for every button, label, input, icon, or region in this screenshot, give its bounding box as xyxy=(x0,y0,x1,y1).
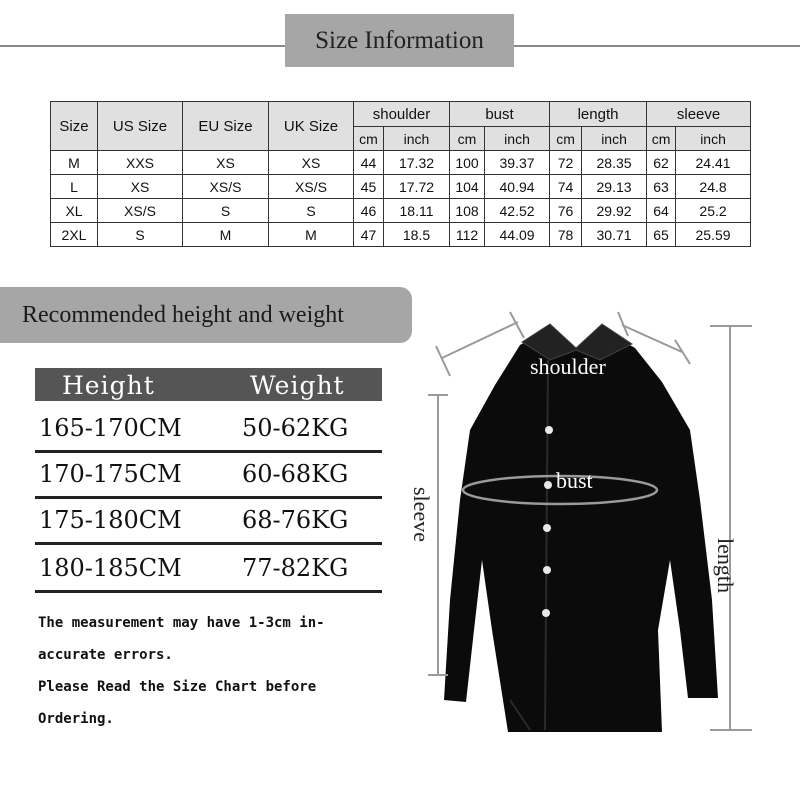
cell-bust-inch: 39.37 xyxy=(485,151,550,175)
cell-bust-cm: 100 xyxy=(450,151,485,175)
column-header-size: Size xyxy=(51,102,98,151)
cell-bust-inch: 44.09 xyxy=(485,223,550,247)
shirt-button xyxy=(542,609,550,617)
column-group-length: length xyxy=(550,102,647,127)
cell-length-cm: 76 xyxy=(550,199,582,223)
shirt-illustration xyxy=(444,328,718,732)
size-table-header-row xyxy=(51,102,751,127)
cell-sleeve-inch: 25.2 xyxy=(676,199,751,223)
cell-sleeve-inch: 25.59 xyxy=(676,223,751,247)
cell-shoulder-inch: 17.72 xyxy=(384,175,450,199)
cell-length-cm: 74 xyxy=(550,175,582,199)
weight-value: 50-62KG xyxy=(242,414,349,442)
height-weight-row xyxy=(35,498,382,545)
shirt-button xyxy=(543,566,551,574)
cell-length-inch: 29.13 xyxy=(582,175,647,199)
height-value: 175-180CM xyxy=(39,506,182,534)
length-label: length xyxy=(713,538,738,593)
height-value: 170-175CM xyxy=(39,460,182,488)
bust-label: bust xyxy=(556,468,593,493)
unit-cm: cm xyxy=(354,127,384,151)
cell-bust-cm: 112 xyxy=(450,223,485,247)
cell-length-cm: 72 xyxy=(550,151,582,175)
height-value: 180-185CM xyxy=(39,554,182,582)
cell-shoulder-cm: 47 xyxy=(354,223,384,247)
cell-shoulder-inch: 17.32 xyxy=(384,151,450,175)
cell-eu-size: XS xyxy=(183,151,269,175)
unit-inch: inch xyxy=(485,127,550,151)
size-row xyxy=(51,175,751,199)
cell-shoulder-cm: 46 xyxy=(354,199,384,223)
cell-length-inch: 28.35 xyxy=(582,151,647,175)
cell-size: L xyxy=(51,175,98,199)
cell-sleeve-cm: 64 xyxy=(647,199,676,223)
cell-eu-size: S xyxy=(183,199,269,223)
unit-cm: cm xyxy=(450,127,485,151)
column-header-uk-size: UK Size xyxy=(269,102,354,151)
page-title: Size Information xyxy=(285,14,514,67)
cell-uk-size: S xyxy=(269,199,354,223)
height-weight-row xyxy=(35,406,382,453)
column-header-eu-size: EU Size xyxy=(183,102,269,151)
length-arrow xyxy=(710,326,752,730)
unit-cm: cm xyxy=(550,127,582,151)
cell-shoulder-inch: 18.5 xyxy=(384,223,450,247)
header-rule-left xyxy=(0,45,285,47)
cell-us-size: S xyxy=(98,223,183,247)
cell-sleeve-cm: 65 xyxy=(647,223,676,247)
cell-eu-size: XS/S xyxy=(183,175,269,199)
size-table xyxy=(50,101,751,247)
cell-sleeve-inch: 24.41 xyxy=(676,151,751,175)
cell-sleeve-cm: 63 xyxy=(647,175,676,199)
unit-inch: inch xyxy=(676,127,751,151)
cell-sleeve-cm: 62 xyxy=(647,151,676,175)
shoulder-label: shoulder xyxy=(530,354,606,379)
cell-uk-size: XS xyxy=(269,151,354,175)
size-chart-note: Please Read the Size Chart before xyxy=(38,679,317,695)
recommend-title: Recommended height and weight xyxy=(0,287,412,343)
weight-value: 77-82KG xyxy=(242,554,349,582)
weight-header: Weight xyxy=(250,371,345,400)
cell-bust-cm: 104 xyxy=(450,175,485,199)
size-row xyxy=(51,151,751,175)
weight-value: 68-76KG xyxy=(242,506,349,534)
cell-shoulder-cm: 45 xyxy=(354,175,384,199)
cell-shoulder-cm: 44 xyxy=(354,151,384,175)
cell-us-size: XS/S xyxy=(98,199,183,223)
sleeve-label: sleeve xyxy=(409,487,434,542)
height-weight-row xyxy=(35,546,382,593)
weight-value: 60-68KG xyxy=(242,460,349,488)
measurement-note: The measurement may have 1-3cm in- xyxy=(38,615,325,631)
height-header: Height xyxy=(62,371,155,400)
cell-uk-size: XS/S xyxy=(269,175,354,199)
cell-length-inch: 30.71 xyxy=(582,223,647,247)
cell-uk-size: M xyxy=(269,223,354,247)
measurement-note: accurate errors. xyxy=(38,647,173,663)
cell-bust-inch: 40.94 xyxy=(485,175,550,199)
cell-size: M xyxy=(51,151,98,175)
unit-inch: inch xyxy=(384,127,450,151)
size-row xyxy=(51,199,751,223)
shirt-button xyxy=(545,426,553,434)
column-group-sleeve: sleeve xyxy=(647,102,751,127)
column-group-shoulder: shoulder xyxy=(354,102,450,127)
height-weight-row xyxy=(35,452,382,499)
unit-cm: cm xyxy=(647,127,676,151)
cell-length-cm: 78 xyxy=(550,223,582,247)
cell-us-size: XS xyxy=(98,175,183,199)
cell-eu-size: M xyxy=(183,223,269,247)
height-value: 165-170CM xyxy=(39,414,182,442)
unit-inch: inch xyxy=(582,127,647,151)
shirt-button xyxy=(544,481,552,489)
column-header-us-size: US Size xyxy=(98,102,183,151)
shirt-button xyxy=(543,524,551,532)
cell-bust-inch: 42.52 xyxy=(485,199,550,223)
cell-bust-cm: 108 xyxy=(450,199,485,223)
cell-size: 2XL xyxy=(51,223,98,247)
header-rule-right xyxy=(514,45,800,47)
cell-shoulder-inch: 18.11 xyxy=(384,199,450,223)
size-row xyxy=(51,223,751,247)
height-weight-header xyxy=(35,368,382,401)
cell-us-size: XXS xyxy=(98,151,183,175)
size-chart-note: Ordering. xyxy=(38,711,114,727)
cell-sleeve-inch: 24.8 xyxy=(676,175,751,199)
cell-length-inch: 29.92 xyxy=(582,199,647,223)
cell-size: XL xyxy=(51,199,98,223)
column-group-bust: bust xyxy=(450,102,550,127)
